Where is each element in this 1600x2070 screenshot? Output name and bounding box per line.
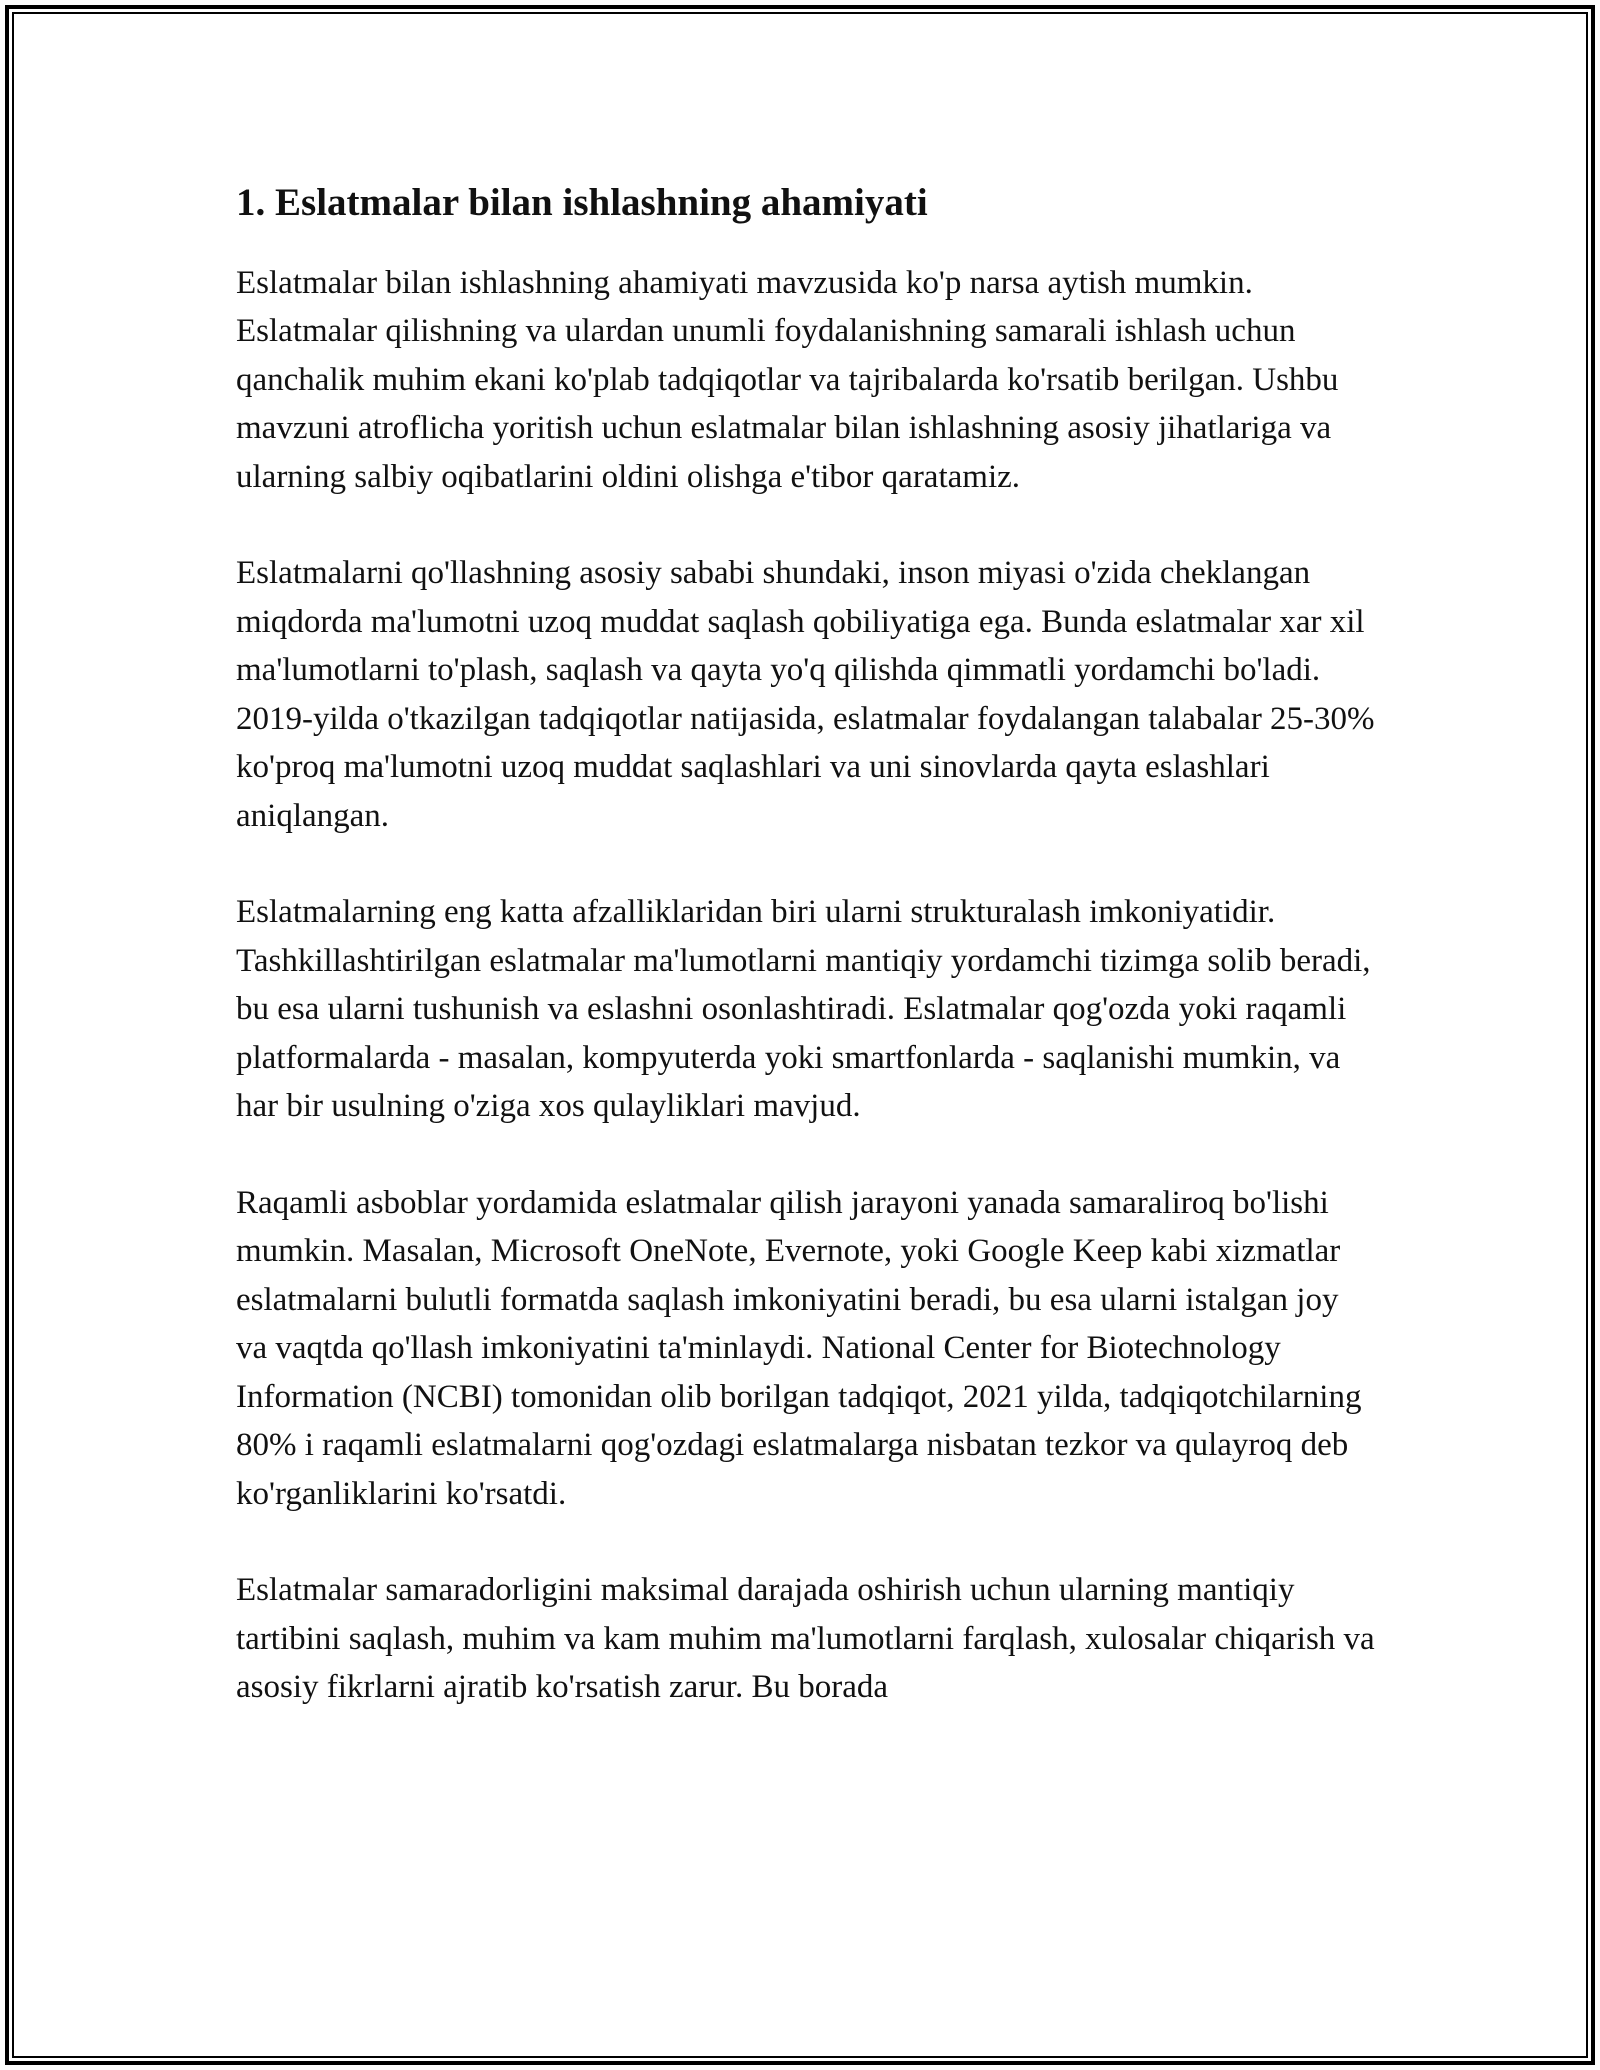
paragraph-2: Eslatmalarni qo'llashning asosiy sababi shundaki, inson miyasi o'zida cheklangan miqdorda ma'lumotni uzoq muddat saqlash qobiliyatiga ega. Bunda eslatmalar xar xil ma'lumotlarni to'plash, saqlash va qayta yo'q qilishda qimmatli yordamchi bo'ladi. 2019-yilda o'tkazilgan tadqiqotlar natijasida, eslatmalar foydalangan talabalar 25-30% ko'proq ma'lumotni uzoq muddat saqlashlari va uni sinovlarda qayta eslashlari aniqlangan. <box>236 555 1375 834</box>
paragraph-3: Eslatmalarning eng katta afzalliklaridan biri ularni strukturalash imkoniyatidir. Tashkillashtirilgan eslatmalar ma'lumotlarni mantiqiy yordamchi tizimga solib beradi, bu esa ularni tushunish va eslashni osonlashtiradi. Eslatmalar qog'ozda yoki raqamli platformalarda - masalan, kompyuterda yoki smartfonlarda - saqlanishi mumkin, va har bir usulning o'ziga xos qulayliklari mavjud. <box>236 894 1371 1125</box>
section-heading: 1. Eslatmalar bilan ishlashning ahamiyati <box>236 181 928 224</box>
document-body <box>236 180 1376 1712</box>
paragraph-4: Raqamli asboblar yordamida eslatmalar qilish jarayoni yanada samaraliroq bo'lishi mumkin. Masalan, Microsoft OneNote, Evernote, yoki Google Keep kabi xizmatlar eslatmalarni bulutli formatda saqlash imkoniyatini beradi, bu esa ularni istalgan joy va vaqtda qo'llash imkoniyatini ta'minlaydi. National Center for Biotechnology Information (NCBI) tomonidan olib borilgan tadqiqot, 2021 yilda, tadqiqotchilarning 80% i raqamli eslatmalarni qog'ozdagi eslatmalarga nisbatan tezkor va qulayroq deb ko'rganliklarini ko'rsatdi. <box>236 1184 1362 1512</box>
paragraph-5: Eslatmalar samaradorligini maksimal darajada oshirish uchun ularning mantiqiy tartibini saqlash, muhim va kam muhim ma'lumotlarni farqlash, xulosalar chiqarish va asosiy fikrlarni ajratib ko'rsatish zarur. Bu borada <box>236 1572 1375 1706</box>
paragraph-1: Eslatmalar bilan ishlashning ahamiyati mavzusida ko'p narsa aytish mumkin. Eslatmalar qilishning va ulardan unumli foydalanishning samarali ishlash uchun qanchalik muhim ekani ko'plab tadqiqotlar va tajribalarda ko'rsatib berilgan. Ushbu mavzuni atroflicha yoritish uchun eslatmalar bilan ishlashning asosiy jihatlariga va ularning salbiy oqibatlarini oldini olishga e'tibor qaratamiz. <box>236 264 1339 495</box>
